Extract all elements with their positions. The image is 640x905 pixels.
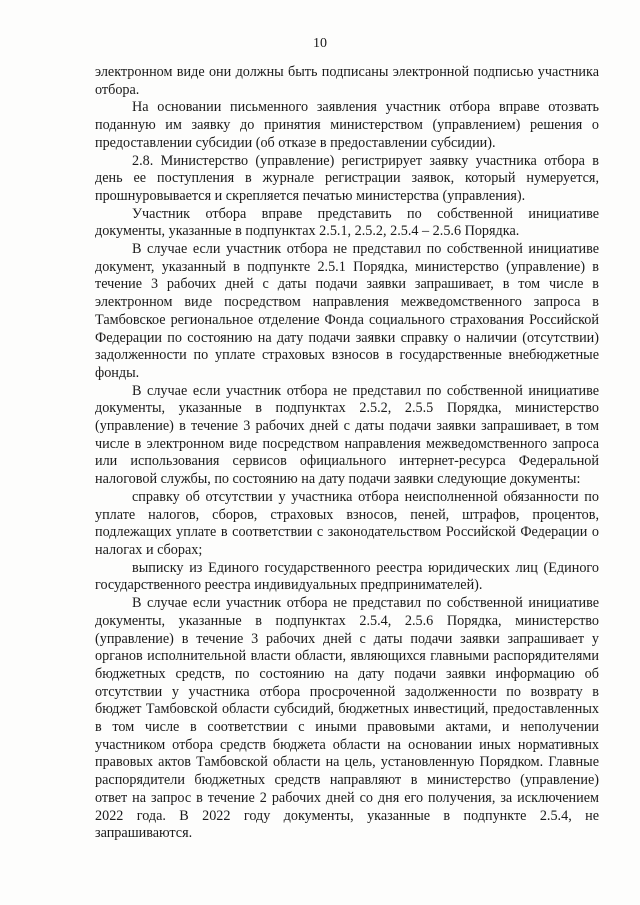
page-number: 10 [313,36,327,51]
paragraph: В случае если участник отбора не представил по собственной инициативе документы, указанные в подпунктах 2.5.4, 2.5.6 Порядка, министерство (управление) в течение 3 рабочих дней с даты подачи заявки запрашивает у органов исполнительной власти области, являющихся главными распорядителями бюджетных средств, по состоянию на дату подачи заявки информацию об отсутствии у участника отбора просроченной задолженности по возврату в бюджет Тамбовской области субсидий, бюджетных инвестиций, предоставленных в том числе в соответствии с иными правовыми актами, и неполучении участником отбора средств бюджета области на основании иных нормативных правовых актов Тамбовской области на цель, установленную Порядком. Главные распорядители бюджетных средств направляют в министерство (управление) ответ на запрос в течение 2 рабочих дней со дня его получения, за исключением 2022 года. В 2022 году документы, указанные в подпункте 2.5.4, не запрашиваются. [95,595,599,842]
paragraph: выписку из Единого государственного реестра юридических лиц (Единого государственного реестра индивидуальных предпринимателей). [95,559,599,594]
paragraph: электронном виде они должны быть подписаны электронной подписью участника отбора. [95,64,599,98]
paragraph: На основании письменного заявления участник отбора вправе отозвать поданную им заявку до принятия министерством (управлением) решения о предоставлении субсидии (об отказе в предоставлении субсидии). [95,99,599,151]
paragraph: В случае если участник отбора не представил по собственной инициативе документ, указанный в подпункте 2.5.1 Порядка, министерство (управление) в течение 3 рабочих дней с даты подачи заявки запрашивает, в том числе в электронном виде посредством направления межведомственного запроса в Тамбовское региональное отделение Фонда социального страхования Российской Федерации по состоянию на дату подачи заявки справку о наличии (отсутствии) задолженности по уплате страховых взносов в государственные внебюджетные фонды. [95,241,599,381]
paragraph: В случае если участник отбора не представил по собственной инициативе документы, указанные в подпунктах 2.5.2, 2.5.5 Порядка, министерство (управление) в течение 3 рабочих дней с даты подачи заявки запрашивает, в том числе в электронном виде посредством направления межведомственного запроса или использования сервисов официального интернет-ресурса Федеральной налоговой службы, по состоянию на дату подачи заявки следующие документы: [95,382,599,488]
paragraph: 2.8. Министерство (управление) регистрирует заявку участника отбора в день ее поступления в журнале регистрации заявок, который нумеруется, прошнуровывается и скрепляется печатью министерства (управления). [95,152,599,204]
paragraph: Участник отбора вправе представить по собственной инициативе документы, указанные в подпунктах 2.5.1, 2.5.2, 2.5.4 – 2.5.6 Порядка. [95,205,599,240]
paragraph: справку об отсутствии у участника отбора неисполненной обязанности по уплате налогов, сборов, страховых взносов, пеней, штрафов, процентов, подлежащих уплате в соответствии с законодательством Российской Федерации о налогах и сборах; [95,488,599,558]
document-body [95,64,599,843]
